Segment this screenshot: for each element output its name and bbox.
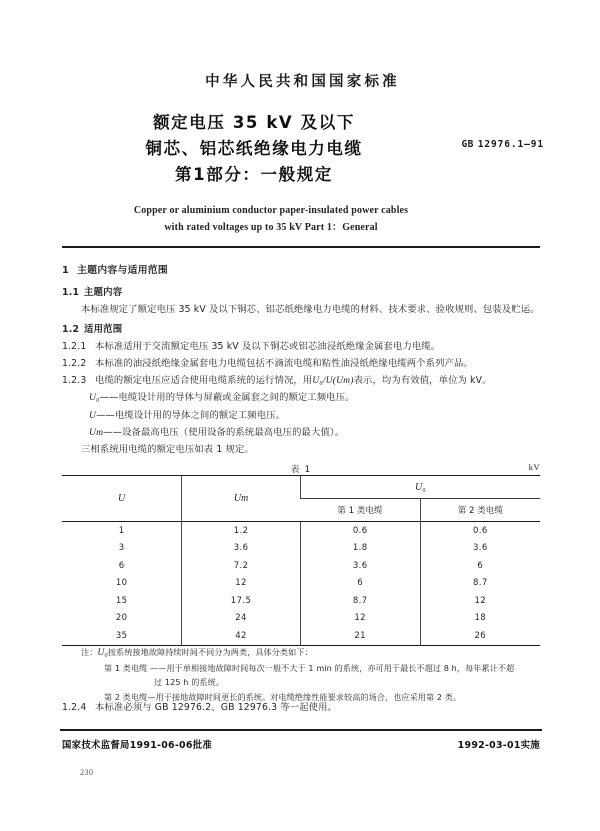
clause-1-1-title: 主题内容 [84, 287, 123, 299]
table-unit-label: kV [528, 462, 540, 472]
clause-1-2-2-number: 1.2.2 [62, 358, 87, 370]
clause-1-2-number: 1.2 [62, 323, 80, 335]
standard-number-prefix: GB [461, 139, 474, 150]
table-header-class-1: 第 1 类电缆 [300, 499, 420, 522]
table-cell: 35 [62, 627, 182, 645]
document-body [62, 262, 540, 458]
clause-1-2-2 [62, 355, 540, 372]
table-cell: 1 [118, 525, 125, 536]
table-cell: 17.5 [182, 592, 300, 610]
table-cell: 12 [182, 575, 300, 593]
english-title-line-2: with rated voltages up to 35 kV Part 1：General [164, 222, 378, 233]
clause-1-2-4-text: 本标准必须与 GB 12976.2、GB 12976.3 等一起使用。 [95, 702, 337, 713]
section-1-number: 1 [62, 265, 70, 276]
table-cell: 24 [182, 610, 300, 628]
table-cell: 15 [115, 595, 128, 606]
table-cell: 0.6 [420, 522, 540, 540]
definition-u-text: ——电缆设计用的导体之间的额定工频电压。 [96, 409, 286, 421]
note-intro [62, 645, 540, 661]
table-cell: 3.6 [300, 557, 420, 575]
table-cell: 20 [115, 613, 128, 624]
footer-divider [60, 729, 542, 731]
table-cell: 8.7 [420, 575, 540, 593]
clause-1-2-3-text-part-a: 电缆的额定电压应适合使用电缆系统的运行情况，用 [95, 375, 313, 387]
table-cell: 1.8 [300, 540, 420, 558]
table-cell: 6 [300, 575, 420, 593]
table-cell: 21 [300, 627, 420, 645]
table-header-um: Um [182, 476, 300, 522]
voltage-table [62, 475, 540, 646]
table-notes [62, 645, 540, 704]
clause-1-2-4 [62, 699, 540, 716]
effective-date-statement: 1992-03-01实施 [457, 740, 540, 751]
voltage-table-container [62, 462, 540, 646]
document-header [62, 70, 544, 236]
table-lead-in-text: 三相系统用电缆的额定电压如表 1 规定。 [81, 444, 254, 456]
title-row [62, 110, 544, 188]
clause-1-2-3 [62, 372, 540, 389]
table-cell: 1.2 [182, 522, 300, 540]
clause-1-2-3-number: 1.2.3 [62, 375, 87, 387]
note-class-2-label: 第 2 类电缆 [104, 691, 148, 702]
table-cell: 3 [118, 543, 125, 554]
table-cell: 42 [182, 627, 300, 645]
table-caption [62, 462, 540, 475]
clause-1-2-1-number: 1.2.1 [62, 340, 87, 352]
section-1-heading [62, 262, 540, 279]
clause-1-2-title: 适用范围 [84, 323, 123, 335]
note-class-2-text: —用于接地故障时间更长的系统。对电缆绝缘性能要求较高的场合，也应采用第 2 类。 [147, 691, 462, 702]
clause-1-2-4-number: 1.2.4 [62, 702, 87, 713]
clause-1-2-3-text [95, 372, 540, 389]
definition-u [62, 407, 540, 424]
title-line-1: 额定电压 35 kV 及以下 [153, 113, 355, 132]
definition-u0 [62, 389, 540, 406]
header-divider [62, 246, 540, 248]
document-footer [62, 737, 540, 751]
note-intro-label: 注： [81, 647, 98, 657]
standard-number-value: 12976.1—91 [477, 139, 544, 150]
table-header-u: U [62, 476, 182, 522]
table-row [62, 592, 540, 610]
table-cell: 3.6 [420, 540, 540, 558]
standard-number [462, 139, 544, 150]
definition-u0-text: ——电缆设计用的导体与屏蔽或金属套之间的额定工频电压。 [99, 392, 355, 404]
section-1-title: 主题内容与适用范围 [77, 265, 168, 276]
clause-1-1-number: 1.1 [62, 287, 80, 299]
table-header-row-1 [62, 476, 540, 499]
clause-1-2-1 [62, 338, 540, 355]
table-caption-label: 表 1 [290, 465, 312, 475]
table-header-u0: U₀ [300, 476, 540, 499]
approval-statement: 国家技术监督局1991-06-06批准 [62, 740, 213, 751]
note-class-1 [62, 661, 540, 676]
table-cell: 7.2 [182, 557, 300, 575]
table-cell: 26 [420, 627, 540, 645]
note-intro-text: 按系统接地故障持续时间不同分为两类，具体分类如下： [107, 647, 313, 657]
definition-um-text: ——设备最高电压（使用设备的系统最高电压的最大值）。 [103, 426, 345, 438]
definition-u0-symbol: U₀ [89, 392, 100, 404]
clause-1-1-text: 本标准规定了额定电压 35 kV 及以下铜芯、铝芯纸绝缘电力电缆的材料、技术要求、验收规则、包装及贮运。 [81, 304, 540, 316]
voltage-table-head [62, 476, 540, 522]
clause-1-2-1-text: 本标准适用于交流额定电压 35 kV 及以下铜芯或铝芯油浸纸绝缘金属套电力电缆。 [95, 340, 441, 352]
table-row [62, 627, 540, 645]
voltage-table-body [62, 522, 540, 646]
note-intro-symbol: U₀ [97, 647, 108, 658]
table-cell: 10 [115, 578, 128, 589]
page-number: 230 [80, 768, 94, 777]
table-cell: 18 [420, 610, 540, 628]
table-cell: 12 [420, 592, 540, 610]
table-cell: 3.6 [182, 540, 300, 558]
english-title [62, 202, 480, 236]
national-standard-label: 中华人民共和国国家标准 [205, 74, 400, 90]
note-class-1-label: 第 1 类电缆 —— [104, 662, 167, 673]
clause-1-1-heading [62, 284, 540, 301]
definition-um-symbol: Um [89, 426, 104, 438]
clause-1-2-3-text-part-b: 表示，均为有效值，单位为 kV。 [353, 375, 492, 387]
page-title [62, 110, 444, 188]
table-cell: 8.7 [300, 592, 420, 610]
table-row [62, 575, 540, 593]
note-class-1-continued: 过 125 h 的系统。 [154, 677, 224, 688]
clause-1-2-heading [62, 321, 540, 338]
title-line-3: 第1部分：一般规定 [175, 165, 333, 184]
table-row [62, 540, 540, 558]
table-cell: 12 [300, 610, 420, 628]
clause-1-2-2-text: 本标准的油浸纸绝缘金属套电力电缆包括不滴流电缆和粘性油浸纸绝缘电缆两个系列产品。 [95, 358, 473, 370]
english-title-line-1: Copper or aluminium conductor paper-insulated power cables [133, 205, 409, 216]
table-cell: 0.6 [300, 522, 420, 540]
clause-1-2-3-symbol: U₀/U(Um) [312, 375, 354, 387]
table-row [62, 522, 540, 540]
definition-um [62, 424, 540, 441]
table-row [62, 557, 540, 575]
table-header-class-2: 第 2 类电缆 [420, 499, 540, 522]
table-cell: 6 [420, 557, 540, 575]
table-cell: 6 [118, 560, 125, 571]
note-class-1-text: 用于单相接地故障时间每次一般不大于 1 min 的系统，亦可用于最长不超过 8 h，每年累计不超 [166, 662, 515, 673]
title-line-2: 铜芯、铝芯纸绝缘电力电缆 [145, 139, 363, 158]
definition-u-symbol: U [89, 409, 97, 421]
table-row [62, 610, 540, 628]
